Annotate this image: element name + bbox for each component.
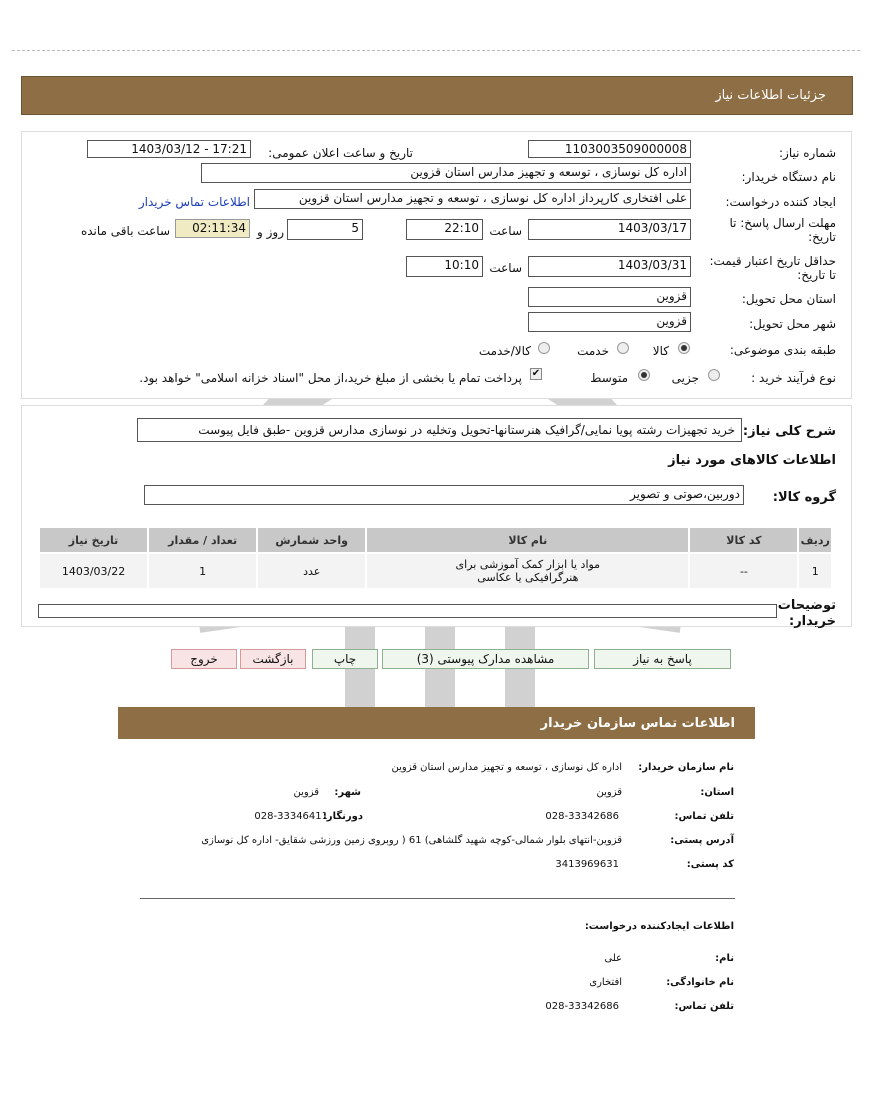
creator-name-value: علی bbox=[604, 953, 622, 964]
contact-address-label: آدرس پستی: bbox=[670, 835, 734, 846]
category-radio-service[interactable] bbox=[617, 342, 629, 354]
reply-button[interactable]: پاسخ به نیاز bbox=[594, 649, 731, 669]
goods-group-label: گروه کالا: bbox=[772, 490, 836, 505]
need-number-field: 1103003509000008 bbox=[528, 140, 691, 158]
cell-name-line1: مواد یا ابزار کمک آموزشی برای bbox=[455, 558, 601, 571]
cell-code: -- bbox=[690, 554, 797, 588]
attachments-button[interactable]: مشاهده مدارک پیوستی (3) bbox=[382, 649, 589, 669]
contact-org-value: اداره کل نوسازی ، توسعه و تجهیز مدارس استان قزوین bbox=[391, 762, 622, 773]
province-label: استان محل تحویل: bbox=[741, 292, 836, 306]
category-radio-goods[interactable] bbox=[678, 342, 690, 354]
goods-table bbox=[38, 526, 833, 590]
deadline-label bbox=[729, 216, 836, 244]
category-option-goods: کالا bbox=[652, 344, 669, 358]
contact-city-label: شهر: bbox=[334, 787, 361, 798]
announce-label: تاریخ و ساعت اعلان عمومی: bbox=[268, 146, 413, 160]
page-header bbox=[21, 76, 853, 115]
contact-postal-value: 3413969631 bbox=[555, 859, 619, 870]
contact-header-title: اطلاعات تماس سازمان خریدار bbox=[540, 716, 735, 731]
exit-button[interactable]: خروج bbox=[171, 649, 237, 669]
buyer-notes-field bbox=[38, 604, 777, 618]
col-row: ردیف bbox=[799, 528, 831, 552]
contact-city-value: قزوین bbox=[293, 787, 319, 798]
goods-group-field: دوربین،صوتی و تصویر bbox=[144, 485, 744, 505]
buyer-contact-link[interactable]: اطلاعات تماس خریدار bbox=[138, 195, 250, 209]
contact-divider bbox=[140, 898, 735, 899]
category-option-service: خدمت bbox=[577, 344, 609, 358]
deadline-time-field: 22:10 bbox=[406, 219, 483, 240]
buyer-notes-label-line1: توضیحات bbox=[777, 598, 836, 613]
validity-label-line2: تا تاریخ: bbox=[797, 268, 836, 282]
goods-info-title: اطلاعات کالاهای مورد نیاز bbox=[668, 453, 836, 468]
creator-label: ایجاد کننده درخواست: bbox=[725, 195, 836, 209]
creator-phone-value: 028-33342686 bbox=[545, 1001, 619, 1012]
category-option-goods-service: کالا/خدمت bbox=[478, 344, 531, 358]
deadline-label-line2: تاریخ: bbox=[808, 230, 836, 244]
need-number-label: شماره نیاز: bbox=[779, 146, 836, 160]
process-option-minor: جزیی bbox=[671, 371, 699, 385]
creator-family-label: نام خانوادگی: bbox=[666, 977, 734, 988]
cell-name bbox=[367, 554, 688, 588]
validity-time-field: 10:10 bbox=[406, 256, 483, 277]
days-label: روز و bbox=[257, 225, 284, 239]
cell-name-line2: هنرگرافیکی یا عکاسی bbox=[477, 571, 579, 584]
deadline-time-label: ساعت bbox=[489, 224, 522, 238]
creator-name-label: نام: bbox=[715, 953, 734, 964]
validity-time-label: ساعت bbox=[489, 261, 522, 275]
col-name: نام کالا bbox=[367, 528, 688, 552]
page-header-title: جزئیات اطلاعات نیاز bbox=[715, 88, 826, 103]
treasury-checkbox[interactable]: ✔ bbox=[531, 368, 541, 379]
category-label: طبقه بندی موضوعی: bbox=[729, 343, 836, 357]
process-option-medium: متوسط bbox=[590, 371, 628, 385]
contact-fax-label: دورنگار: bbox=[322, 811, 363, 822]
description-field: خرید تجهیزات رشته پویا نمایی/گرافیک هنرستانها-تحویل وتخلیه در نوسازی مدارس قزوین -طبق فایل پیوست bbox=[137, 418, 742, 442]
contact-address-value: قزوین-انتهای بلوار شمالی-کوچه شهید گلشاهی) 61 ( روبروی زمین ورزشی شقایق- اداره کل نوسازی bbox=[201, 835, 622, 846]
process-radio-medium[interactable] bbox=[638, 369, 650, 381]
validity-label-line1: حداقل تاریخ اعتبار قیمت: bbox=[709, 254, 836, 268]
buyer-org-label: نام دستگاه خریدار: bbox=[741, 170, 836, 184]
top-divider bbox=[12, 50, 860, 51]
remaining-time-field: 02:11:34 bbox=[175, 219, 250, 238]
col-qty: تعداد / مقدار bbox=[149, 528, 256, 552]
deadline-label-line1: مهلت ارسال پاسخ: تا bbox=[729, 216, 836, 230]
creator-field: علی افتخاری کارپرداز اداره کل نوسازی ، توسعه و تجهیز مدارس استان قزوین bbox=[254, 189, 691, 209]
cell-qty: 1 bbox=[149, 554, 256, 588]
col-date: تاریخ نیاز bbox=[40, 528, 147, 552]
validity-date-field: 1403/03/31 bbox=[528, 256, 691, 277]
buyer-org-field: اداره کل نوسازی ، توسعه و تجهیز مدارس استان قزوین bbox=[201, 163, 691, 183]
remaining-label: ساعت باقی مانده bbox=[80, 224, 170, 238]
city-field: قزوین bbox=[528, 312, 691, 332]
contact-postal-label: کد پستی: bbox=[686, 859, 734, 870]
remaining-days-field: 5 bbox=[287, 219, 363, 240]
announce-field: 1403/03/12 - 17:21 bbox=[87, 140, 251, 158]
contact-phone-value: 028-33342686 bbox=[545, 811, 619, 822]
buyer-notes-label bbox=[778, 598, 836, 630]
cell-date: 1403/03/22 bbox=[40, 554, 147, 588]
process-label: نوع فرآیند خرید : bbox=[751, 371, 836, 385]
deadline-date-field: 1403/03/17 bbox=[528, 219, 691, 240]
creator-info-title: اطلاعات ایجادکننده درخواست: bbox=[584, 921, 734, 932]
contact-fax-value: 028-33346411 bbox=[254, 811, 328, 822]
description-label: شرح کلی نیاز: bbox=[742, 424, 836, 439]
creator-phone-label: تلفن تماس: bbox=[674, 1001, 734, 1012]
goods-table-header bbox=[40, 528, 831, 552]
treasury-note: پرداخت تمام یا بخشی از مبلغ خرید،از محل "اسناد خزانه اسلامی" خواهد بود. bbox=[139, 371, 522, 385]
col-unit: واحد شمارش bbox=[258, 528, 365, 552]
table-row bbox=[40, 554, 831, 588]
process-radio-minor[interactable] bbox=[708, 369, 720, 381]
contact-phone-label: تلفن تماس: bbox=[674, 811, 734, 822]
contact-header bbox=[118, 707, 755, 739]
contact-org-label: نام سازمان خریدار: bbox=[638, 762, 734, 773]
city-label: شهر محل تحویل: bbox=[749, 317, 836, 331]
cell-unit: عدد bbox=[258, 554, 365, 588]
back-button[interactable]: بازگشت bbox=[240, 649, 306, 669]
cell-row: 1 bbox=[799, 554, 831, 588]
contact-province-value: قزوین bbox=[596, 787, 622, 798]
validity-label bbox=[709, 254, 836, 282]
province-field: قزوین bbox=[528, 287, 691, 307]
contact-province-label: استان: bbox=[700, 787, 734, 798]
creator-family-value: افتخاری bbox=[589, 977, 622, 988]
print-button[interactable]: چاپ bbox=[312, 649, 378, 669]
category-radio-goods-service[interactable] bbox=[538, 342, 550, 354]
col-code: کد کالا bbox=[690, 528, 797, 552]
buyer-notes-label-line2: خریدار: bbox=[789, 614, 836, 629]
